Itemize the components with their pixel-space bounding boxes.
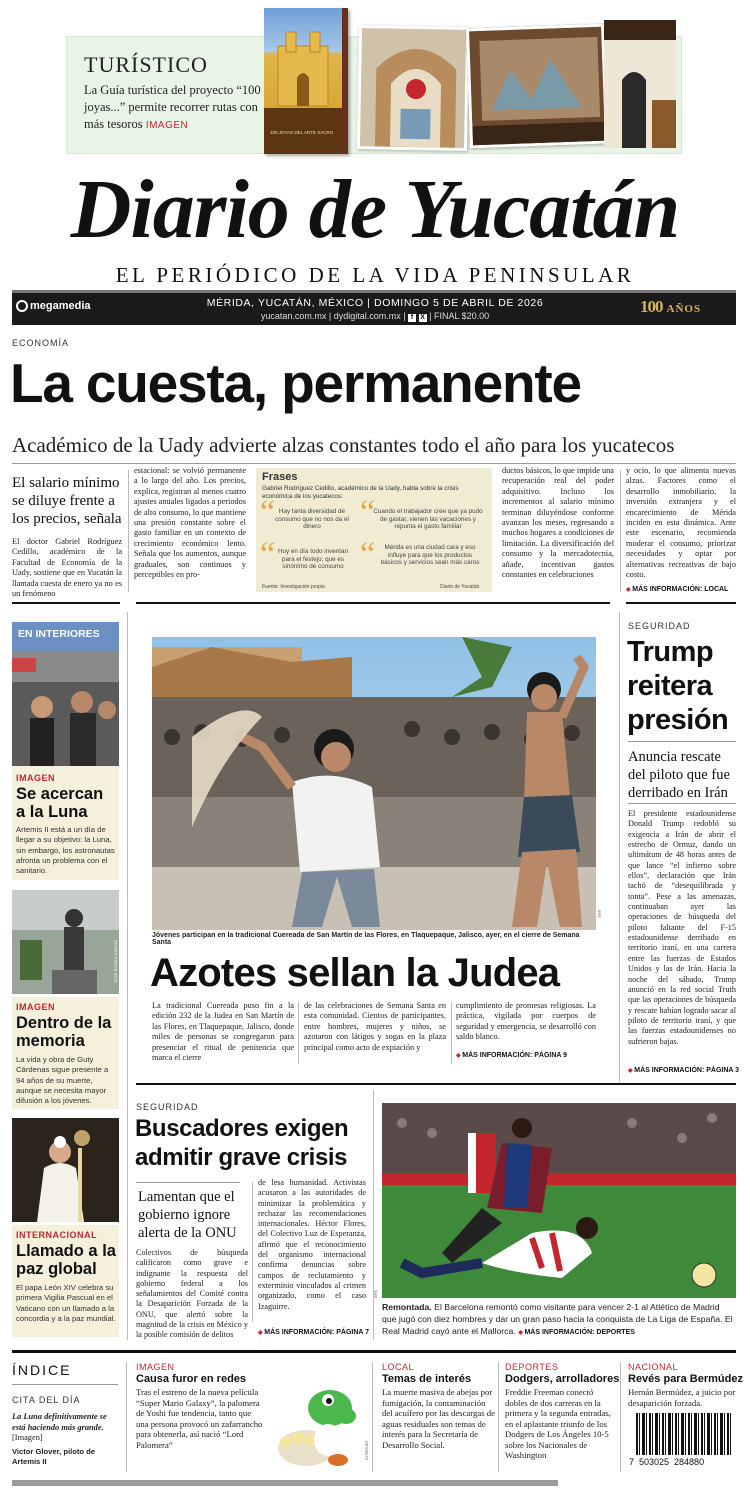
quote-mark-icon: “	[260, 494, 276, 531]
masthead-title[interactable]: Diario de Yucatán	[70, 163, 680, 256]
megamedia-icon	[16, 300, 28, 312]
index-title-2[interactable]: Temas de interés	[382, 1373, 472, 1385]
lead-subhead: El salario mínimo se diluye frente a los precios, señala	[12, 475, 122, 527]
anniversary-badge: 100 AÑOS	[640, 297, 702, 316]
quotes-intro: Gabriel Rodríguez Cedillo, académico de la Uady, habla sobre la crisis económica de los yucatecos:	[262, 485, 459, 500]
promo-kicker: TURÍSTICO	[84, 52, 208, 77]
quotes-title: Frases	[262, 471, 298, 483]
index-tag-1: IMAGEN	[136, 1362, 175, 1372]
promo-tag: IMAGEN	[145, 120, 189, 131]
buscadores-section: SEGURIDAD	[136, 1102, 199, 1112]
judea-more-link[interactable]: ◆ MÁS INFORMACIÓN: PÁGINA 9	[456, 1052, 567, 1059]
lead-col4: ductos básicos, lo que impide una recuperación real del poder adquisitivo. Incluso los incrementos al salario mínimo terminan diluyéndose conforme avanzan los meses, regresando a muchos hogares a condiciones de limitación. La diversificación del consumo y la mercadotecnia, añade, incentivan gastos constantes en celebraciones	[502, 466, 614, 580]
left-tag-1: IMAGEN	[16, 773, 55, 783]
left-text-2: La vida y obra de Guty Cárdenas sigue presente a 94 años de su muerte, aunque se necesita mayor difusión a los jóvenes.	[16, 1055, 109, 1106]
pope-photo[interactable]	[12, 1118, 119, 1222]
promo-text: La Guía turística del proyecto “100 joyas...” permite recorrer rutas con más tesoros IMAGEN	[84, 83, 261, 131]
futbol-photo[interactable]	[382, 1103, 736, 1298]
lead-headline[interactable]: La cuesta, permanente	[10, 352, 581, 414]
judea-caption: Jóvenes participan en la tradicional Cuereada de San Martín de las Flores, en Tlaquepaque, Jalisco, ayer, en el cierre de Semana Santa	[152, 932, 580, 946]
scrollbar[interactable]	[12, 1480, 558, 1486]
trump-section: SEGURIDAD	[628, 621, 691, 631]
promo-book-cover[interactable]	[264, 8, 348, 154]
index-title: ÍNDICE	[12, 1362, 72, 1378]
artemis-photo[interactable]	[12, 652, 119, 766]
buscadores-dek: Lamentan que el gobierno ignore alerta de la ONU	[138, 1189, 237, 1241]
trump-text: El presidente estadounidense Donald Trump redobló su exigencia a Irán de abrir el estrecho de Ormuz, dando un ultimátum de 48 horas antes de que lance “el infierno sobre ellos”, declaración que Irán tachó de “desequilibrada y tonta”. Pese a las amenazas, continuaban ayer las operaciones de búsqueda del piloto faltante del F-15 estadounidense derribado en territorio iraní, en una carrera entre las fuerzas de Estados Unidos y las de Irán. Hacia la noche del sábado, Trump anunció en la red social Truth que las operaciones de búsqueda y rescate habían logrado sacar al piloto de territorio iraní, y que las fuerzas estadounidenses no sufrieron bajas.	[628, 809, 736, 1046]
quotes-source: Fuente: Investigación propia	[262, 584, 325, 590]
x-icon[interactable]: X	[420, 314, 425, 321]
buscadores-col1: Colectivos de búsqueda calificaron como grave e indignante la respuesta del gobierno federal a los señalamientos del Comité contra la Desaparición Forzada de la ONU, que alertó sobre la magnitud de la crisis en México y la posible comisión de delitos	[136, 1248, 248, 1340]
megamedia-logo[interactable]: megamedia	[16, 300, 91, 312]
left-tag-3: INTERNACIONAL	[16, 1230, 97, 1240]
judea-photo-credit: EFE	[597, 910, 602, 918]
index-title-1[interactable]: Causa furor en redes	[136, 1373, 247, 1385]
lead-col1: El doctor Gabriel Rodríguez Cedillo, académico de la Facultad de Economía de la Uady, sostiene que en Yucatán la llamada cuesta de enero ya no es un fenómeno	[12, 537, 122, 599]
lead-section: ECONOMÍA	[12, 338, 70, 348]
trump-dek: Anuncia rescate del piloto que fue derribado en Irán	[628, 749, 730, 801]
index-tag-3: DEPORTES	[505, 1362, 559, 1372]
quote-item: Hay tanta diversidad de consumo que no nos da el dinero	[275, 508, 349, 531]
index-text-3: Freddie Freeman conectó dobles de dos carreras en la primera y la segunda entradas, en el aplastante triunfo de los Dodgers de Los Ángeles 10-5 sobre los Nacionales de Washington	[505, 1387, 611, 1460]
web-line	[140, 311, 610, 322]
judea-photo[interactable]	[152, 637, 596, 930]
barcode-number: 7 503025 284880	[629, 1457, 705, 1467]
quote-mark-icon: “	[360, 536, 376, 573]
cita-quote: La Luna definitivamente se está haciendo más grande. [Imagen]	[12, 1412, 107, 1442]
trump-headline[interactable]: Trump reitera presión	[627, 636, 729, 736]
judea-headline[interactable]: Azotes sellan la Judea	[150, 951, 560, 995]
left-tag-2: IMAGEN	[16, 1002, 55, 1012]
cita-author: Victor Glover, piloto de Artemis II	[12, 1447, 95, 1466]
dateline: MÉRIDA, YUCATÁN, MÉXICO | DOMINGO 5 DE ABRIL DE 2026	[206, 297, 544, 309]
judea-col3: cumplimiento de promesas religiosas. La práctica, vigilada por cuerpos de seguridad y emergencia, se desarrolló con saldo blanco.	[456, 1001, 596, 1042]
left-text-1: Artemis II está a un día de llegar a su objetivo: la Luna, sin embargo, los astronautas afronta un problema con el sanitario.	[16, 825, 115, 876]
facebook-icon[interactable]: f	[408, 314, 416, 322]
yoshi-image[interactable]	[266, 1378, 364, 1470]
cuereada-illustration	[152, 637, 596, 930]
promo-photo-painting	[466, 24, 608, 149]
index-title-3[interactable]: Dodgers, arrolladores	[505, 1373, 620, 1385]
quote-item: Cuando el trabajador cree que ya pudo de gastar, vienen las vacaciones y repunta el gasto familiar	[373, 508, 483, 531]
buscadores-more-link[interactable]: ◆ MÁS INFORMACIÓN: PÁGINA 7	[258, 1329, 369, 1336]
left-title-2[interactable]: Dentro de la memoria	[16, 1014, 112, 1050]
left-title-1[interactable]: Se acercan a la Luna	[16, 785, 104, 821]
book-title: 100 JOYAS DEL ARTE SACRO	[270, 130, 334, 135]
soccer-illustration	[382, 1103, 736, 1298]
lead-col2: estacional: se volvió permanente a lo largo del año. Los precios, explica, registran al menos cuatro ajustes anuales ligados a periodos de alto consumo, lo que mantiene una presión constante sobre el gasto familiar en un contexto de crecimiento económico lento. Señala que los aumentos, aunque graduales, son continuos y perceptibles en pro-	[134, 466, 246, 580]
index-tag-4: NACIONAL	[628, 1362, 679, 1372]
quotes-credit: Diario de Yucatán	[440, 584, 480, 590]
masthead-subtitle: EL PERIÓDICO DE LA VIDA PENINSULAR	[115, 263, 635, 287]
futbol-caption: Remontada. El Barcelona remontó como visitante para vencer 2-1 al Atlético de Madrid que jugó con diez hombres y dar un gran paso hacia la conquista de La Liga de España. El Real Madrid cayó ante el Mallorca. ◆ MÁS INFORMACIÓN: DEPORTES	[382, 1302, 736, 1339]
quote-mark-icon: “	[360, 494, 376, 531]
trump-more-link[interactable]: ◆ MÁS INFORMACIÓN: PÁGINA 3	[628, 1067, 739, 1074]
index-text-2: La muerte masiva de abejas por fumigación, la contaminación del acuífero por las descargas de aguas residuales son temas de interés para la Secretaría de Desarrollo Social.	[382, 1387, 495, 1450]
web-links[interactable]: yucatan.com.mx | dydigital.com.mx |	[260, 311, 406, 321]
lead-more-link[interactable]: ◆ MÁS INFORMACIÓN: LOCAL	[626, 586, 728, 593]
photo-credit: JOSÉ ROMÁN GARCÍA	[113, 940, 118, 983]
quote-mark-icon: “	[260, 536, 276, 573]
futbol-photo-credit: EFE	[373, 1290, 378, 1298]
judea-col2: de las celebraciones de Semana Santa en esta comunidad. Cientos de participantes, entre hombres, mujeres y niños, se azotaron con látigos y sogas en la plaza principal como acto de expiación y	[304, 1001, 446, 1052]
promo-photo-altar	[357, 25, 469, 151]
lead-col5: y ocio, lo que alimenta nuevas alzas. Factores como el desarrollo inmobiliario, la inversión extranjera y el encarecimiento de Mérida inciden en esta dinámica. Ante este escenario, recomienda moderar el consumo, priorizar necesidades y optar por alternativas recreativas de bajo costo.	[626, 466, 736, 580]
left-title-3[interactable]: Llamado a la paz global	[16, 1242, 116, 1278]
futbol-more-link[interactable]: ◆ MÁS INFORMACIÓN: DEPORTES	[518, 1329, 635, 1336]
buscadores-col2: de lesa humanidad. Activistas acusaron a las autoridades de minimizar la problemática y rechazar las recomendaciones internacionales. Héctor Flores, del Colectivo Luz de Esperanza, afirmó que el reconocimiento del organismo internacional confirma denuncias sobre campos de reclutamiento y exterminio vinculados al crimen organizado, como el caso Izaguirre.	[258, 1178, 366, 1311]
left-text-3: El papa León XIV celebra su primera Vigilia Pascual en el Vaticano con un llamado a la concordia y a la paz mundial.	[16, 1283, 116, 1323]
interiors-label: EN INTERIORES	[12, 622, 119, 652]
lead-dek: Académico de la Uady advierte alzas constantes todo el año para los yucatecos	[12, 433, 675, 457]
cita-label: CITA DEL DÍA	[12, 1395, 81, 1405]
buscadores-headline[interactable]: Buscadores exigen admitir grave crisis	[135, 1115, 349, 1171]
quote-item: Mérida es una ciudad cara y eso influye para que los productos básicos y servicios sean más caros	[380, 544, 480, 567]
index-text-1: Tras el estreno de la nueva película “Super Mario Galaxy”, la palomera de Yoshi fue tendencia, tanto que una persona provocó un zafarrancho para obtenerla, así nació “Lord Palomera”	[136, 1387, 263, 1450]
guty-statue-photo[interactable]	[12, 890, 119, 994]
price: | FINAL $20.00	[429, 311, 490, 321]
judea-col1: La tradicional Cuereada puso fin a la edición 232 de la Judea en San Martín de las Flores, en Tlaquepaque, Jalisco, donde miles de personas se congregaron para presenciar el ritual de penitencia que marca el cierre	[152, 1001, 294, 1063]
promo-photo-museum	[604, 20, 676, 148]
index-title-4[interactable]: Revés para Bermúdez	[628, 1373, 743, 1385]
index-tag-2: LOCAL	[382, 1362, 415, 1372]
yoshi-credit: INTERNET	[364, 1440, 369, 1460]
quote-item: Hoy en día todo inventan para el festejo; que es sinónimo de consumo	[277, 548, 349, 571]
index-text-4: Hernán Bermúdez, a juicio por desaparición forzada.	[628, 1387, 736, 1408]
